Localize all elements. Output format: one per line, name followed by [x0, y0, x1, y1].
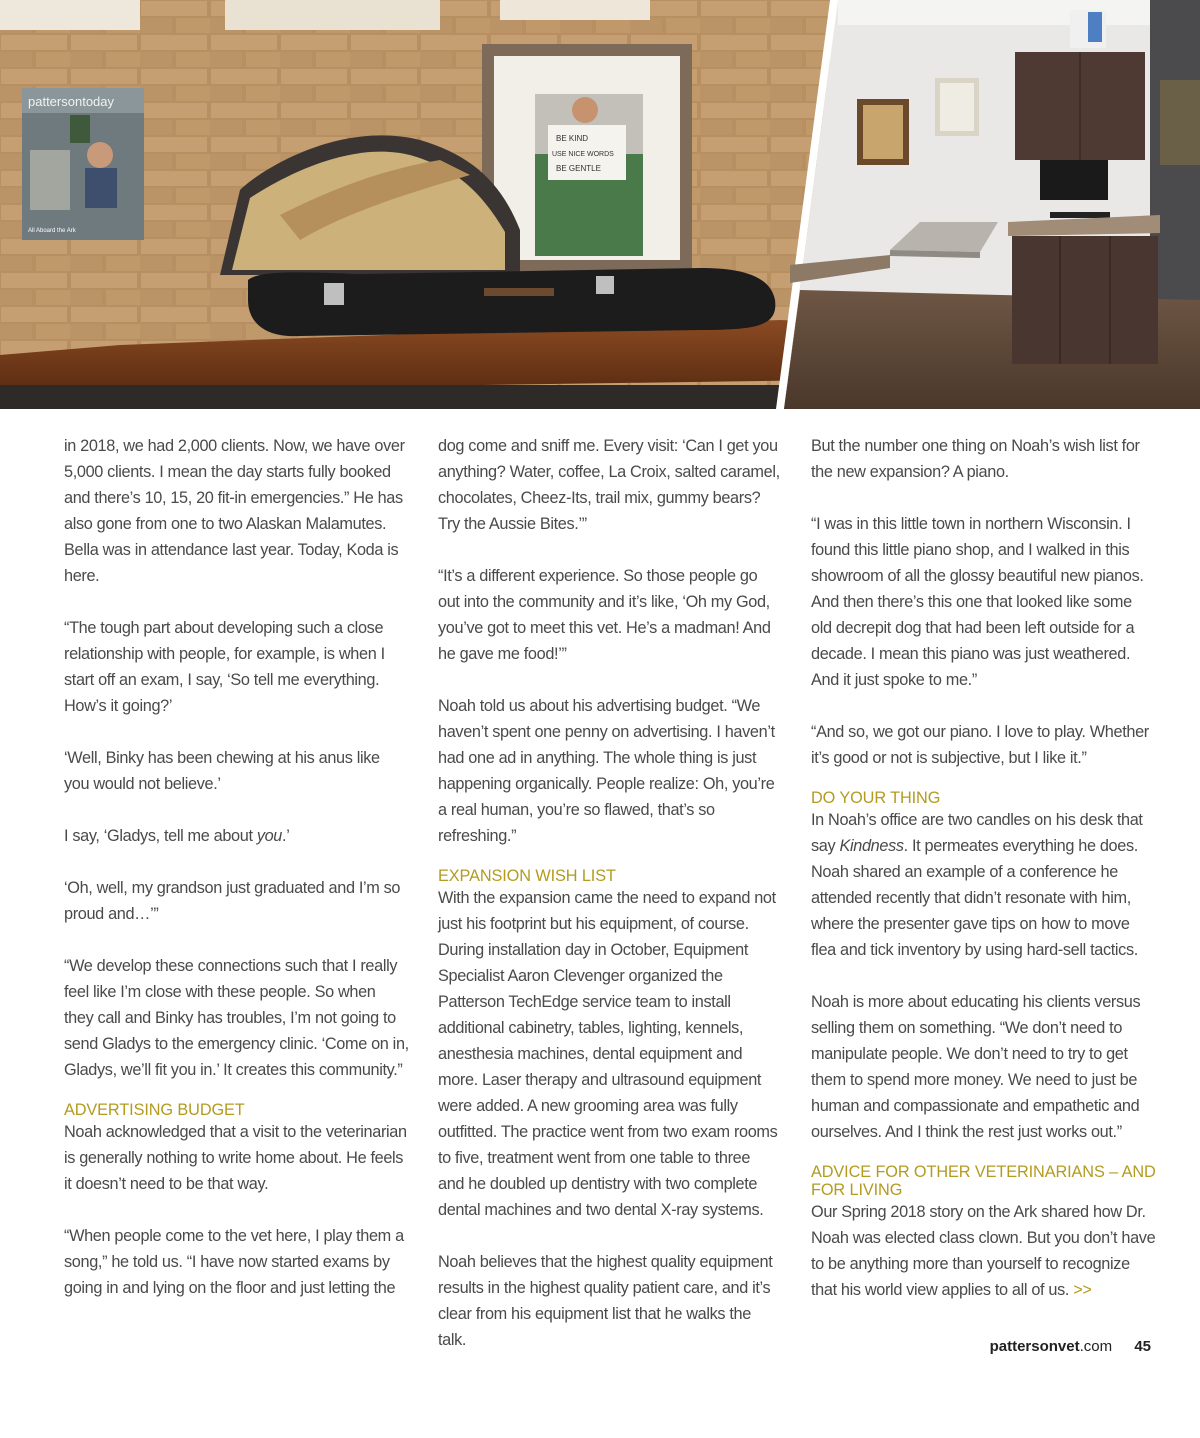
text-column-1: [64, 433, 409, 1327]
magazine-title: pattersontoday: [28, 94, 115, 109]
col1-paragraph-4-end: .’: [282, 827, 290, 845]
col3-paragraph-4: [811, 807, 1156, 963]
footer-site-domain: .com: [1079, 1338, 1113, 1355]
col3-paragraph-4-emphasis: Kindness: [839, 837, 904, 855]
magazine-caption: All Aboard the Ark: [28, 228, 76, 234]
col2-paragraph-2: “It’s a different experience. So those people go out into the community and it’s like, ‘Oh my God, you’ve got to meet this vet. He’s a madman! And he gave me food!’”: [438, 567, 771, 663]
col1-paragraph-7: Noah acknowledged that a visit to the veterinarian is generally nothing to write home about. He feels it doesn’t need to be that way.: [64, 1123, 407, 1193]
col1-paragraph-4-emphasis: you: [256, 827, 283, 845]
col1-paragraph-2: “The tough part about developing such a close relationship with people, for example, is when I start off an exam, I say, ‘So tell me everything. How’s it going?’: [64, 619, 385, 715]
col3-paragraph-3: “And so, we got our piano. I love to play. Whether it’s good or not is subjective, but I like it.”: [811, 723, 1149, 767]
magazine-cover-image: [22, 88, 144, 240]
col3-paragraph-4-end: . It permeates everything he does. Noah shared an example of a conference he attended recently that didn’t resonate with him, where the presenter gave tips on how to move flea and tick inventory by using hard-sell tactics.: [811, 837, 1138, 959]
col3-paragraph-2: “I was in this little town in northern Wisconsin. I found this little piano shop, and I walked in this showroom of all the glossy beautiful new pianos. And then there’s this one that looked like some old decrepit dog that had been left outside for a decade. I mean this piano was just weathered. And it just spoke to me.”: [811, 515, 1144, 689]
text-column-3: [811, 433, 1156, 1329]
photo-exam-room: [784, 0, 1200, 409]
page-number: 45: [1134, 1338, 1151, 1355]
sign-text-1: BE KIND: [556, 134, 589, 143]
sign-text-3: BE GENTLE: [556, 164, 601, 173]
heading-advertising-budget: ADVERTISING BUDGET: [64, 1101, 245, 1119]
col1-paragraph-3: ‘Well, Binky has been chewing at his anus like you would not believe.’: [64, 749, 380, 793]
footer-site: [990, 1338, 1113, 1355]
col1-paragraph-8: “When people come to the vet here, I play them a song,” he told us. “I have now started exams by going in and lying on the floor and just letting the: [64, 1227, 404, 1297]
col3-paragraph-6-text: Our Spring 2018 story on the Ark shared how Dr. Noah was elected class clown. But you don’t have to be anything more than yourself to recognize that his world view applies to all of us.: [811, 1203, 1156, 1299]
col3-paragraph-1: But the number one thing on Noah’s wish list for the new expansion? A piano.: [811, 437, 1140, 481]
col3-paragraph-4-start: In Noah’s office are two candles on his desk that say: [811, 811, 1143, 855]
heading-advice-for-veterinarians: ADVICE FOR OTHER VETERINARIANS – AND FOR LIVING: [811, 1163, 1156, 1199]
sign-text-2: USE NICE WORDS: [552, 151, 614, 158]
header-photos: [0, 0, 1200, 409]
col3-paragraph-5: Noah is more about educating his clients versus selling them on something. “We don’t need to manipulate people. We don’t need to try to get them to spend more money. We need to just be human and compassionate and empathetic and ourselves. And I think the rest just works out.”: [811, 993, 1141, 1141]
page-footer: [990, 1338, 1151, 1355]
col2-paragraph-1: dog come and sniff me. Every visit: ‘Can I get you anything? Water, coffee, La Croix, salted caramel, chocolates, Cheez-Its, trail mix, gummy bears? Try the Aussie Bites.’”: [438, 437, 780, 533]
col1-paragraph-5: ‘Oh, well, my grandson just graduated and I’m so proud and…’”: [64, 879, 401, 923]
continue-link[interactable]: >>: [1073, 1281, 1092, 1299]
col1-paragraph-6: “We develop these connections such that I really feel like I’m close with these people. So when they call and Binky has troubles, I’m not going to send Gladys to the emergency clinic. ‘Come on in, Gladys, we’ll fit you in.’ It creates this community.”: [64, 957, 409, 1079]
heading-do-your-thing: DO YOUR THING: [811, 789, 941, 807]
col1-paragraph-4-start: I say, ‘Gladys, tell me about: [64, 827, 257, 845]
heading-expansion-wish-list: EXPANSION WISH LIST: [438, 867, 616, 885]
text-column-2: [438, 433, 780, 1379]
footer-site-name: pattersonvet: [989, 1338, 1080, 1355]
photo-guitar-case: [0, 0, 830, 409]
col2-paragraph-4: With the expansion came the need to expand not just his footprint but his equipment, of course. During installation day in October, Equipment Specialist Aaron Clevenger organized the Patterson TechEdge service team to install additional cabinetry, tables, lighting, kennels, anesthesia machines, dental equipment and more. Laser therapy and ultrasound equipment were added. A new grooming area was fully outfitted. The practice went from two exam rooms to five, treatment went from one table to three and he doubled up dentistry with two complete dental machines and two dental X-ray systems.: [438, 889, 778, 1219]
col2-paragraph-3: Noah told us about his advertising budget. “We haven’t spent one penny on advertising. I haven’t had one ad in anything. The whole thing is just happening organically. People realize: Oh, you’re a real human, you’re so flawed, that’s so refreshing.”: [438, 697, 775, 845]
col1-paragraph-4: [64, 823, 409, 849]
col3-paragraph-6: [811, 1199, 1156, 1303]
col2-paragraph-5: Noah believes that the highest quality equipment results in the highest quality patient care, and it’s clear from his equipment list that he walks the talk.: [438, 1253, 773, 1349]
col1-paragraph-1: in 2018, we had 2,000 clients. Now, we have over 5,000 clients. I mean the day starts fully booked and there’s 10, 15, 20 fit-in emergencies.” He has also gone from one to two Alaskan Malamutes. Bella was in attendance last year. Today, Koda is here.: [64, 437, 405, 585]
photo-collage: [0, 0, 1200, 409]
